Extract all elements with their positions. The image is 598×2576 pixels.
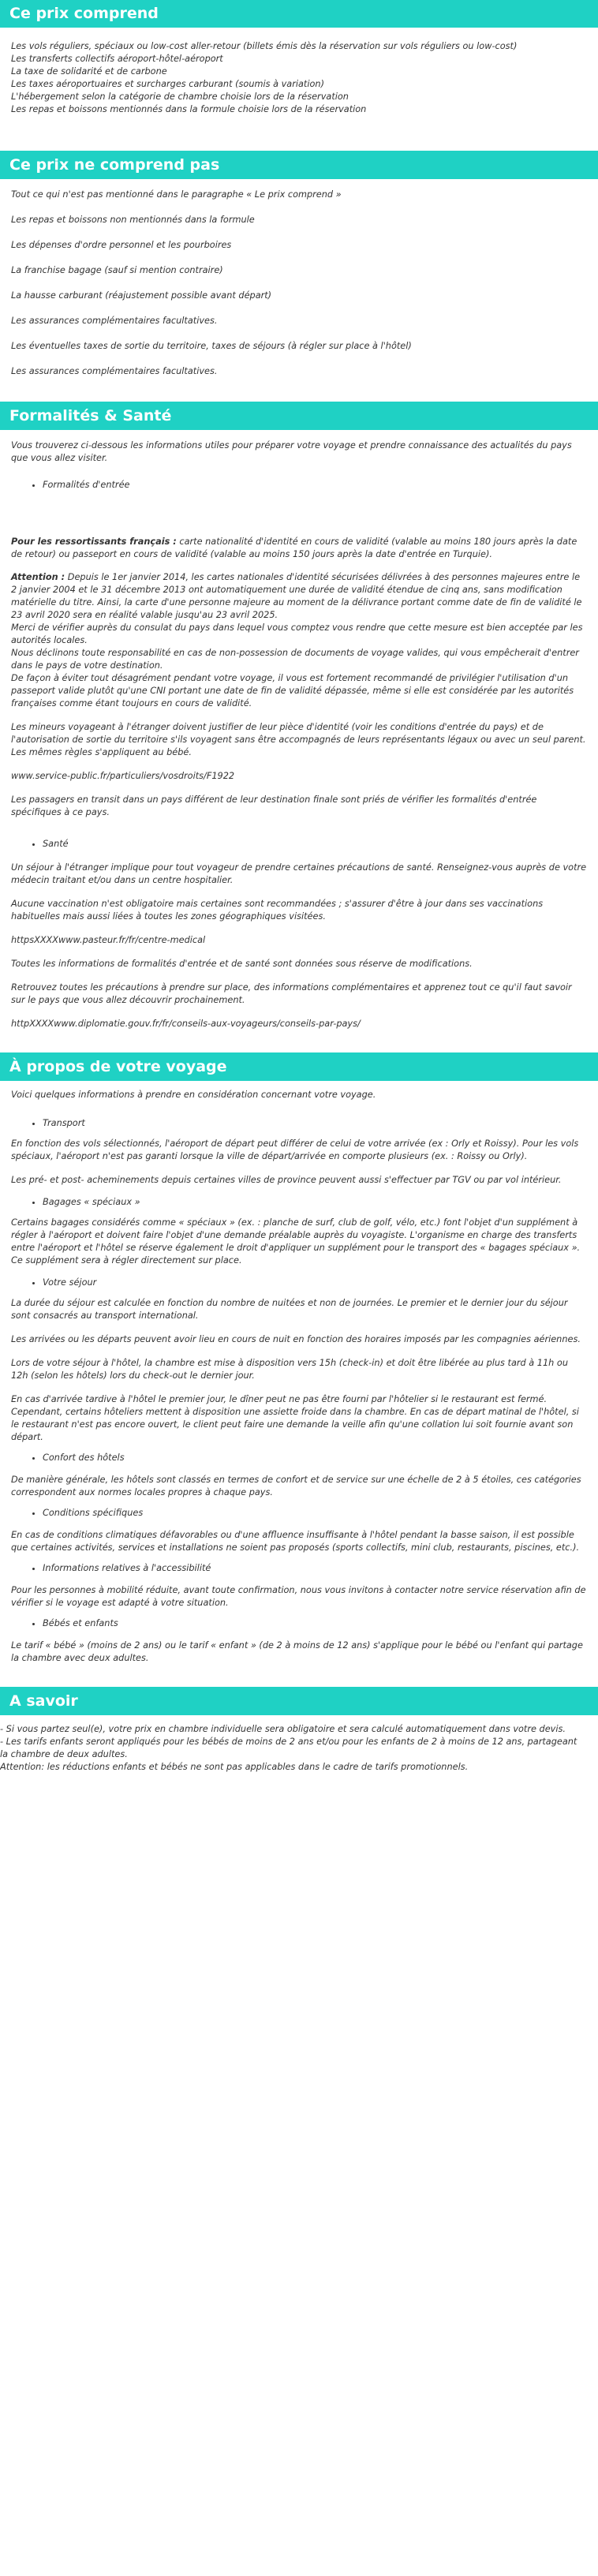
ressortissants-body: carte nationalité d'identité en cours de validité (valable au moins 180 jours après la date de retour) ou passeport en cours de validité (valable au moins 150 jours après la date d'entrée en Turquie). [11, 537, 577, 559]
ressortissants-text [11, 536, 587, 561]
list-item: Les transferts collectifs aéroport-hôtel-aéroport [11, 54, 223, 64]
conditions-text: En cas de conditions climatiques défavorables ou d'une affluence insuffisante à l'hôtel pendant la basse saison, il est possible que certaines activités, services et installations ne soient pas proposés (sports collectifs, mini club, restaurants, piscines, etc.). [11, 1530, 580, 1553]
reserve-text: Toutes les informations de formalités d'entrée et de santé sont données sous réserve de modifications. [11, 959, 473, 969]
minors-text: Les mineurs voyageant à l'étranger doivent justifier de leur pièce d'identité (voir les conditions d'entrée du pays) et de l'autorisation de sortie du territoire s'ils voyagent sans être accompagnés de leurs représentants légaux ou avec un seul parent. Les mêmes règles s'appliquent au bébé. [11, 722, 586, 757]
attention-body: Depuis le 1er janvier 2014, les cartes nationales d'identité sécurisées délivrées à des personnes majeures entre le 2 janvier 2004 et le 31 décembre 2013 ont automatiquement une durée de validité étendue de cinq ans, sans modification matérielle du titre. Ainsi, la carte d'une personne majeure au moment de la délivrance portant comme date de fin de validité le 23 avril 2020 sera en réalité valable jusqu'au 23 avril 2025. [11, 572, 582, 620]
transport-text-1: En fonction des vols sélectionnés, l'aéroport de départ peut différer de celui de votre arrivée (ex : Orly et Roissy). Pour les vols spéciaux, l'aéroport n'est pas garanti lorsque la ville de départ/arrivée en comporte plusieurs (ex. : Roissy ou Orly). [11, 1138, 579, 1161]
list-item: Les assurances complémentaires facultatives. [11, 366, 218, 376]
bagages-text: Certains bagages considérés comme « spéciaux » (ex. : planche de surf, club de golf, vélo, etc.) font l'objet d'un supplément à régler à l'aéroport et doivent faire l'objet d'une demande préalable auprès du voyagiste. L'organisme en charge des transferts entre l'aéroport et l'hôtel se réserve également le droit d'appliquer un supplément pour le transport des « bagages spéciaux ». Ce supplément sera à régler directement sur place. [11, 1217, 581, 1266]
bullet-sante: • Santé [43, 838, 587, 851]
list-item: Les vols réguliers, spéciaux ou low-cost aller-retour (billets émis dès la réservation sur vols réguliers ou low-cost) [11, 41, 518, 51]
sejour-text-1: La durée du séjour est calculée en fonction du nombre de nuitées et non de journées. Le premier et le dernier jour du séjour sont consacrés au transport international. [11, 1298, 568, 1321]
prix-ne-comprend-list [0, 179, 598, 378]
a-propos-content [0, 1081, 598, 1665]
sejour-text-4: En cas d'arrivée tardive à l'hôtel le premier jour, le dîner peut ne pas être fourni par l'hôtelier si le restaurant est fermé. Cependant, certains hôteliers mettent à disposition une assiette froide dans la chambre. En cas de départ matinal de l'hôtel, si le restaurant n'est pas encore ouvert, le client peut faire une demande la veille afin qu'une collation lui soit fournie avant son départ. [11, 1394, 579, 1442]
section-title-prix-comprend: Ce prix comprend [0, 0, 598, 28]
section-title-prix-ne-comprend-pas: Ce prix ne comprend pas [0, 151, 598, 179]
bullet-confort: • Confort des hôtels [43, 1452, 587, 1464]
attention-label: Attention : [11, 572, 65, 582]
list-item: Les dépenses d'ordre personnel et les pourboires [11, 240, 232, 250]
transit-text: Les passagers en transit dans un pays différent de leur destination finale sont priés de vérifier les formalités d'entrée spécifiques à ce pays. [11, 794, 537, 817]
confort-text: De manière générale, les hôtels sont classés en termes de confort et de service sur une échelle de 2 à 5 étoiles, ces catégories correspondent aux normes locales propres à chaque pays. [11, 1475, 581, 1497]
list-item: La taxe de solidarité et de carbone [11, 66, 167, 77]
list-item: Les repas et boissons non mentionnés dans la formule [11, 215, 255, 225]
diplomatie-link[interactable]: httpXXXXwww.diplomatie.gouv.fr/fr/conseils-aux-voyageurs/conseils-par-pays/ [11, 1019, 361, 1029]
transport-text-2: Les pré- et post- acheminements depuis certaines villes de province peuvent aussi s'effectuer par TGV ou par vol intérieur. [11, 1175, 562, 1185]
formalites-content [0, 430, 598, 1030]
a-savoir-line-1: - Si vous partez seul(e), votre prix en chambre individuelle sera obligatoire et sera calculé automatiquement dans votre devis. [0, 1724, 566, 1734]
a-savoir-line-3: Attention: les réductions enfants et bébés ne sont pas applicables dans le cadre de tarifs promotionnels. [0, 1762, 469, 1772]
bullet-bebes-enfants: • Bébés et enfants [43, 1617, 587, 1630]
list-item: La hausse carburant (réajustement possible avant départ) [11, 290, 272, 301]
sejour-text-2: Les arrivées ou les départs peuvent avoir lieu en cours de nuit en fonction des horaires imposés par les compagnies aériennes. [11, 1334, 581, 1344]
bullet-conditions: • Conditions spécifiques [43, 1507, 587, 1520]
service-public-link[interactable]: www.service-public.fr/particuliers/vosdroits/F1922 [11, 771, 235, 781]
intro-text: Voici quelques informations à prendre en considération concernant votre voyage. [11, 1090, 376, 1100]
bullet-accessibilite: • Informations relatives à l'accessibilité [43, 1562, 587, 1575]
prix-comprend-list [0, 28, 598, 116]
sante-text-1: Un séjour à l'étranger implique pour tout voyageur de prendre certaines précautions de santé. Renseignez-vous auprès de votre médecin traitant et/ou dans un centre hospitalier. [11, 862, 587, 885]
attention-text [11, 571, 587, 622]
section-title-formalites-sante: Formalités & Santé [0, 402, 598, 430]
section-title-a-propos: À propos de votre voyage [0, 1052, 598, 1081]
list-item: La franchise bagage (sauf si mention contraire) [11, 265, 223, 275]
list-item: Les éventuelles taxes de sortie du territoire, taxes de séjours (à régler sur place à l'hôtel) [11, 341, 412, 351]
bullet-sejour: • Votre séjour [43, 1277, 587, 1289]
list-item: Tout ce qui n'est pas mentionné dans le paragraphe « Le prix comprend » [11, 189, 342, 200]
retrouvez-text: Retrouvez toutes les précautions à prendre sur place, des informations complémentaires et apprenez tout ce qu'il faut savoir sur le pays que vous allez découvrir prochainement. [11, 982, 572, 1005]
attention-text-3: Nous déclinons toute responsabilité en cas de non-possession de documents de voyage valides, qui vous empêcherait d'entrer dans le pays de votre destination. [11, 648, 579, 671]
attention-text-2: Merci de vérifier auprès du consulat du pays dans lequel vous comptez vous rendre que cette mesure est bien acceptée par les autorités locales. [11, 623, 583, 645]
a-savoir-line-2: - Les tarifs enfants seront appliqués pour les bébés de moins de 2 ans et/ou pour les enfants de 2 à moins de 12 ans, partageant la chambre de deux adultes. [0, 1737, 577, 1759]
list-item: Les assurances complémentaires facultatives. [11, 316, 218, 326]
attention-text-4: De façon à éviter tout désagrément pendant votre voyage, il vous est fortement recommandé de privilégier l'utilisation d'un passeport valide plutôt qu'une CNI portant une date de fin de validité dépassée, même si elle est considérée par les autorités françaises comme étant toujours en cours de validité. [11, 673, 574, 708]
section-title-a-savoir: A savoir [0, 1687, 598, 1715]
accessibilite-text: Pour les personnes à mobilité réduite, avant toute confirmation, nous vous invitons à contacter notre service réservation afin de vérifier si le voyage est adapté à votre situation. [11, 1585, 586, 1608]
a-savoir-content [0, 1715, 598, 1774]
sejour-text-3: Lors de votre séjour à l'hôtel, la chambre est mise à disposition vers 15h (check-in) et doit être libérée au plus tard à 11h ou 12h (selon les hôtels) lors du check-out le dernier jour. [11, 1358, 568, 1381]
pasteur-link[interactable]: httpsXXXXwww.pasteur.fr/fr/centre-medical [11, 935, 206, 945]
bebes-enfants-text: Le tarif « bébé » (moins de 2 ans) ou le tarif « enfant » (de 2 à moins de 12 ans) s'applique pour le bébé ou l'enfant qui partage la chambre avec deux adultes. [11, 1640, 583, 1663]
sante-text-2: Aucune vaccination n'est obligatoire mais certaines sont recommandées ; s'assurer d'être à jour dans ses vaccinations habituelles mais aussi liées à toutes les zones géographiques visitées. [11, 899, 544, 922]
bullet-bagages: • Bagages « spéciaux » [43, 1196, 587, 1209]
bullet-transport: • Transport [43, 1117, 587, 1130]
list-item: Les repas et boissons mentionnés dans la formule choisie lors de la réservation [11, 104, 367, 114]
list-item: L'hébergement selon la catégorie de chambre choisie lors de la réservation [11, 92, 349, 102]
intro-text: Vous trouverez ci-dessous les informations utiles pour préparer votre voyage et prendre connaissance des actualités du pays que vous allez visiter. [11, 440, 572, 463]
bullet-formalites: • Formalités d'entrée [43, 479, 587, 492]
ressortissants-label: Pour les ressortissants français : [11, 537, 177, 547]
list-item: Les taxes aéroportuaires et surcharges carburant (soumis à variation) [11, 79, 324, 89]
